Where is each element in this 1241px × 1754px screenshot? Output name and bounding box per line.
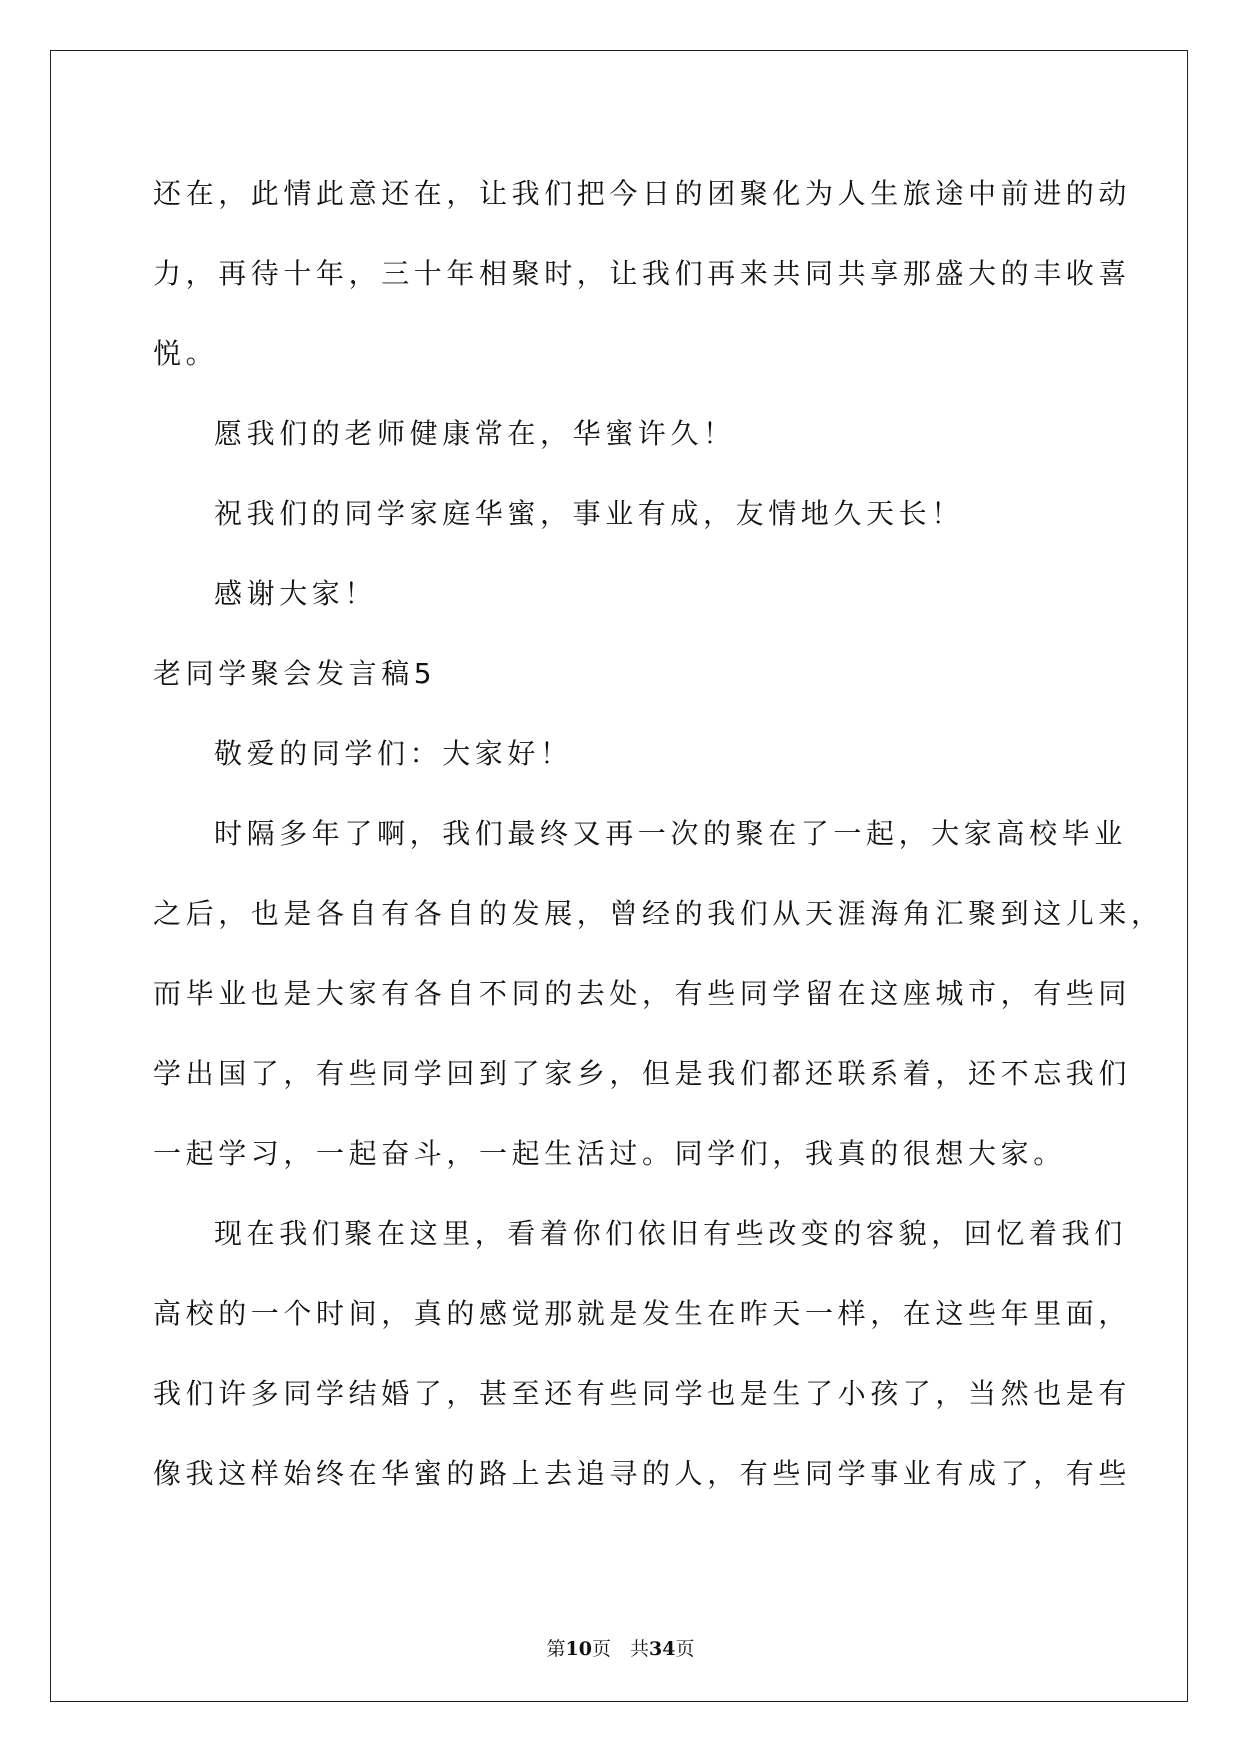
- text-line: 祝我们的同学家庭华蜜，事业有成，友情地久天长！: [214, 497, 964, 530]
- text-line: 而毕业也是大家有各自不同的去处，有些同学留在这座城市，有些同: [153, 977, 1132, 1010]
- page-total: 34: [649, 1638, 676, 1660]
- text-line: 学出国了，有些同学回到了家乡，但是我们都还联系着，还不忘我们: [153, 1057, 1132, 1090]
- page-suffix: 页: [675, 1638, 695, 1660]
- text-line: 我们许多同学结婚了，甚至还有些同学也是生了小孩了，当然也是有: [153, 1377, 1132, 1410]
- page-footer: [0, 1637, 1241, 1661]
- text-line: 感谢大家！: [214, 577, 378, 610]
- text-line: 愿我们的老师健康常在，华蜜许久！: [214, 417, 736, 450]
- text-line: 力，再待十年，三十年相聚时，让我们再来共同共享那盛大的丰收喜: [153, 257, 1132, 290]
- text-line: 之后，也是各自有各自的发展，曾经的我们从天涯海角汇聚到这儿来，: [153, 897, 1164, 930]
- page-prefix: 第: [546, 1638, 566, 1660]
- text-line: 一起学习，一起奋斗，一起生活过。同学们，我真的很想大家。: [153, 1137, 1066, 1170]
- text-line: 悦。: [153, 337, 219, 370]
- page-mid: 页 共: [591, 1638, 649, 1660]
- section-heading: 老同学聚会发言稿5: [153, 657, 437, 690]
- text-line: 高校的一个时间，真的感觉那就是发生在昨天一样，在这些年里面，: [153, 1297, 1132, 1330]
- text-line: 像我这样始终在华蜜的路上去追寻的人，有些同学事业有成了，有些: [153, 1457, 1132, 1490]
- page-current: 10: [565, 1638, 592, 1660]
- text-line: 时隔多年了啊，我们最终又再一次的聚在了一起，大家高校毕业: [214, 817, 1127, 850]
- text-line: 现在我们聚在这里，看着你们依旧有些改变的容貌，回忆着我们: [214, 1217, 1127, 1250]
- text-line: 还在，此情此意还在，让我们把今日的团聚化为人生旅途中前进的动: [153, 177, 1132, 210]
- text-line: 敬爱的同学们：大家好！: [214, 737, 573, 770]
